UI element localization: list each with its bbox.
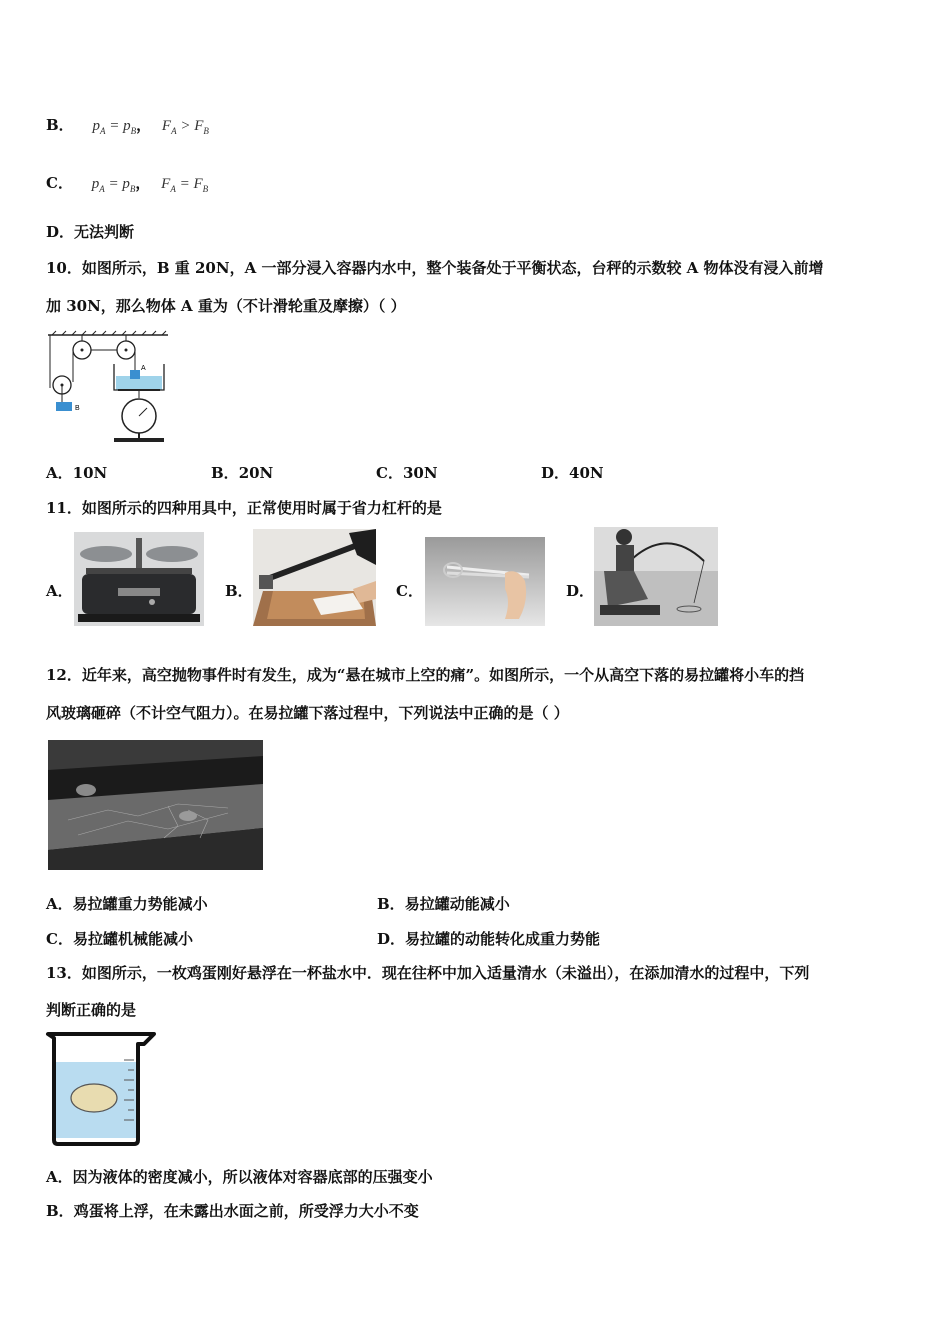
q12-option-d: D．易拉罐的动能转化成重力势能 (377, 930, 601, 948)
q12-stem-line1: 12．近年来，高空抛物事件时有发生，成为“悬在城市上空的痛”。如图所示，一个从高空下落的易拉罐将小车的挡 (46, 666, 805, 684)
q11-option-b-label: B． (225, 582, 253, 600)
q12-option-c: C．易拉罐机械能减小 (46, 930, 193, 948)
q10-stem-line2: 加 30N，那么物体 A 重为（不计滑轮重及摩擦）（ ） (46, 297, 406, 315)
q10-option-a: A．10N (46, 464, 108, 482)
q13-option-b: B．鸡蛋将上浮，在未露出水面之前，所受浮力大小不变 (46, 1202, 419, 1220)
math-expression: $F_A > F_B$ (161, 118, 209, 136)
q9-option-c: C． $p_A = p_B$， $F_A = F_B$ (46, 174, 209, 194)
q11-option-c-label: C． (396, 582, 423, 600)
q10-option-d: D．40N (541, 464, 604, 482)
option-text: 无法判断 (74, 223, 135, 241)
paper-cutter-photo (253, 529, 376, 626)
q11-option-d-label: D． (566, 582, 595, 600)
block-b-label: B (75, 405, 80, 412)
q13-option-a: A．因为液体的密度减小，所以液体对容器底部的压强变小 (46, 1168, 433, 1186)
balance-scale-photo (74, 532, 204, 626)
option-label: B． (46, 116, 74, 134)
q9-option-b: B． $p_A = p_B$， $F_A > F_B$ (46, 116, 209, 136)
q11-stem: 11．如图所示的四种用具中，正常使用时属于省力杠杆的是 (46, 499, 442, 517)
q13-stem-line2: 判断正确的是 (46, 1001, 137, 1019)
q9-option-d (46, 221, 134, 242)
q12-option-b: B．易拉罐动能减小 (377, 895, 510, 913)
math-expression: $p_A = p_B$ (92, 118, 137, 136)
block-a-label: A (141, 365, 146, 372)
smashed-windshield-photo (48, 740, 263, 870)
tweezers-photo (425, 537, 545, 626)
pulley-scale-figure (44, 330, 174, 445)
block-b (56, 402, 72, 411)
block-a (130, 370, 140, 379)
fishing-rod-photo (594, 527, 718, 626)
q12-stem-line2: 风玻璃砸碎（不计空气阻力）。在易拉罐下落过程中，下列说法中正确的是（ ） (46, 704, 569, 722)
q10-option-c: C．30N (376, 464, 438, 482)
q10-stem-line1: 10．如图所示，B 重 20N，A 一部分浸入容器内水中，整个装备处于平衡状态，台秤的示数较 A 物体没有浸入前增 (46, 259, 824, 277)
option-label: C． (46, 174, 73, 192)
beaker-egg-figure (44, 1030, 159, 1148)
math-expression: $p_A = p_B$ (91, 176, 136, 194)
q11-option-a-label: A． (46, 582, 73, 600)
egg (71, 1084, 117, 1112)
q10-option-b: B．20N (211, 464, 274, 482)
q12-option-a: A．易拉罐重力势能减小 (46, 895, 208, 913)
q13-stem-line1: 13．如图所示，一枚鸡蛋刚好悬浮在一杯盐水中．现在往杯中加入适量清水（未溢出），在添加清水的过程中，下列 (46, 964, 810, 982)
option-label: D． (46, 223, 75, 241)
math-expression: $F_A = F_B$ (161, 176, 209, 194)
